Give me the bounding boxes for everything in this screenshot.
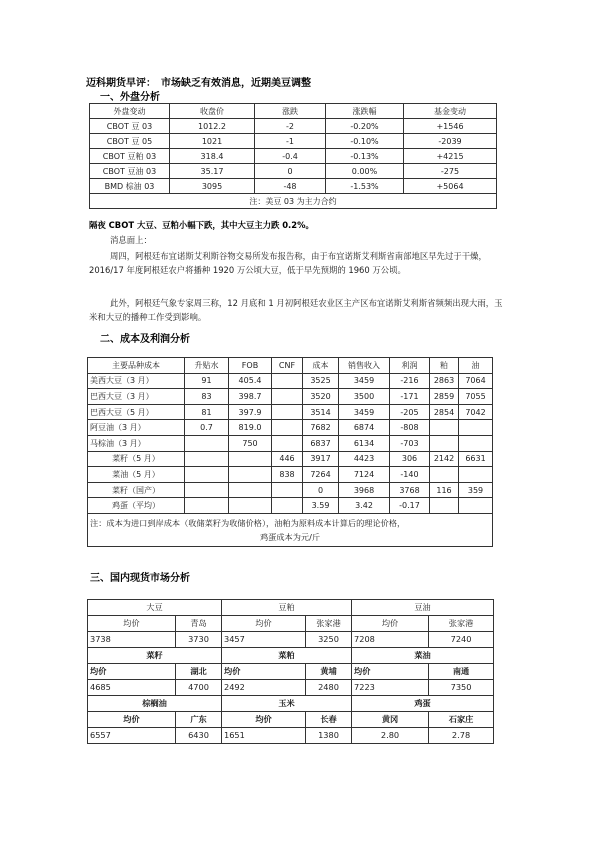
table-cell: -2 xyxy=(255,119,326,134)
table-cell: 398.7 xyxy=(229,389,272,405)
table-cell: 3095 xyxy=(170,179,255,194)
table-cell: 3525 xyxy=(303,373,339,389)
table-cell: 3459 xyxy=(339,373,390,389)
table-cell: 6874 xyxy=(339,420,390,436)
header-cell: 成本 xyxy=(303,358,339,374)
table-row xyxy=(90,134,497,149)
cost-note-line-2: 鸡蛋成本为元/斤 xyxy=(259,531,321,542)
table-cell: 35.17 xyxy=(170,164,255,179)
market-summary: 隔夜 CBOT 大豆、豆粕小幅下跌，其中大豆主力跌 0.2%。 xyxy=(89,220,314,230)
table-cell: 2142 xyxy=(430,451,459,467)
sub-header-cell: 广东 xyxy=(176,712,222,728)
table-cell: 0.00% xyxy=(326,164,404,179)
table-cell: 318.4 xyxy=(170,149,255,164)
table-cell: 菜籽（5 月） xyxy=(88,451,185,467)
sub-header-cell: 黄埔 xyxy=(306,664,352,680)
value-cell: 7223 xyxy=(352,680,429,696)
table-cell xyxy=(229,482,272,498)
table-cell: 397.9 xyxy=(229,404,272,420)
table-cell: 7064 xyxy=(459,373,493,389)
sub-header-cell: 长春 xyxy=(306,712,352,728)
sub-header-cell: 均价 xyxy=(222,712,306,728)
table-cell xyxy=(459,420,493,436)
table-cell: -0.10% xyxy=(326,134,404,149)
table-cell xyxy=(430,467,459,483)
sub-header-cell: 均价 xyxy=(88,616,176,632)
table-cell: 马棕油（3 月） xyxy=(88,435,185,451)
table-cell: 750 xyxy=(229,435,272,451)
news-heading: 消息面上： xyxy=(110,235,152,245)
table-cell: 306 xyxy=(390,451,430,467)
table-cell xyxy=(272,482,303,498)
table-cell: 2854 xyxy=(430,404,459,420)
table-header-row xyxy=(88,358,493,374)
table-row xyxy=(90,149,497,164)
value-cell: 7240 xyxy=(429,632,494,648)
table-cell xyxy=(185,467,229,483)
table-cell: 1021 xyxy=(170,134,255,149)
group-name-cell: 玉米 xyxy=(222,696,352,712)
group-name-cell: 棕榈油 xyxy=(88,696,222,712)
table-cell: 0 xyxy=(303,482,339,498)
header-cell: 销售收入 xyxy=(339,358,390,374)
table-cell: 405.4 xyxy=(229,373,272,389)
group-name-cell: 菜粕 xyxy=(222,648,352,664)
table-cell: -0.20% xyxy=(326,119,404,134)
value-cell: 7350 xyxy=(429,680,494,696)
header-cell: 基金变动 xyxy=(404,104,497,119)
header-cell: CNF xyxy=(272,358,303,374)
value-row xyxy=(88,680,494,696)
header-cell: 外盘变动 xyxy=(90,104,170,119)
table-cell: 7682 xyxy=(303,420,339,436)
value-cell: 3738 xyxy=(88,632,176,648)
value-cell: 1380 xyxy=(306,728,352,744)
section-heading-cost: 二、成本及利润分析 xyxy=(100,334,190,345)
table-cell: -808 xyxy=(390,420,430,436)
table-cell: CBOT 豆 05 xyxy=(90,134,170,149)
table-cell: +1546 xyxy=(404,119,497,134)
table-cell: -0.4 xyxy=(255,149,326,164)
table-cell: -1.53% xyxy=(326,179,404,194)
table-header-row xyxy=(90,104,497,119)
table-cell: -703 xyxy=(390,435,430,451)
table-row xyxy=(88,389,493,405)
header-cell: FOB xyxy=(229,358,272,374)
table-cell: 菜籽（国产） xyxy=(88,482,185,498)
table-cell: CBOT 豆油 03 xyxy=(90,164,170,179)
table-cell: 0 xyxy=(255,164,326,179)
table-cell xyxy=(459,435,493,451)
value-cell: 3457 xyxy=(222,632,306,648)
table-cell: 3.42 xyxy=(339,498,390,514)
table-cell xyxy=(185,498,229,514)
table-cell xyxy=(272,373,303,389)
table-cell: -48 xyxy=(255,179,326,194)
table-row xyxy=(88,420,493,436)
table-cell: 91 xyxy=(185,373,229,389)
table-cell: -216 xyxy=(390,373,430,389)
cost-note-line-1: 注：成本为进口到岸成本（收储菜籽为收储价格），油粕为原料成本计算后的理论价格， xyxy=(90,517,406,528)
sub-header-cell: 湖北 xyxy=(176,664,222,680)
sub-header-cell: 均价 xyxy=(352,664,429,680)
table-cell: +4215 xyxy=(404,149,497,164)
header-cell: 收盘价 xyxy=(170,104,255,119)
cost-profit-table xyxy=(87,357,493,547)
table-cell: 446 xyxy=(272,451,303,467)
table-row xyxy=(90,164,497,179)
table-cell xyxy=(272,389,303,405)
table-cell: 7264 xyxy=(303,467,339,483)
header-cell: 涨跌幅 xyxy=(326,104,404,119)
table-cell: 116 xyxy=(430,482,459,498)
table-cell: -205 xyxy=(390,404,430,420)
sub-header-row xyxy=(88,712,494,728)
value-cell: 2.80 xyxy=(352,728,429,744)
table-cell: -2039 xyxy=(404,134,497,149)
table-cell: 0.7 xyxy=(185,420,229,436)
table-row xyxy=(88,435,493,451)
table-cell: 7042 xyxy=(459,404,493,420)
sub-header-cell: 均价 xyxy=(222,616,306,632)
table-row xyxy=(88,451,493,467)
table-note xyxy=(88,513,493,546)
section-heading-spot: 三、国内现货市场分析 xyxy=(90,573,190,584)
table-cell: 6631 xyxy=(459,451,493,467)
table-cell xyxy=(185,482,229,498)
table-cell: 阿豆油（3 月） xyxy=(88,420,185,436)
table-cell: 3500 xyxy=(339,389,390,405)
section-heading-outer: 一、外盘分析 xyxy=(100,92,160,103)
sub-header-cell: 黄冈 xyxy=(352,712,429,728)
group-name-cell: 菜籽 xyxy=(88,648,222,664)
table-cell: -140 xyxy=(390,467,430,483)
group-name-cell: 鸡蛋 xyxy=(352,696,494,712)
table-cell: 819.0 xyxy=(229,420,272,436)
header-cell: 涨跌 xyxy=(255,104,326,119)
table-cell: 3968 xyxy=(339,482,390,498)
table-cell xyxy=(229,451,272,467)
table-cell: 7055 xyxy=(459,389,493,405)
value-cell: 7208 xyxy=(352,632,429,648)
table-cell: 菜油（5 月） xyxy=(88,467,185,483)
group-name-cell: 豆粕 xyxy=(222,600,352,616)
header-cell: 主要品种成本 xyxy=(88,358,185,374)
table-cell xyxy=(229,467,272,483)
value-cell: 2.78 xyxy=(429,728,494,744)
table-cell xyxy=(185,435,229,451)
table-note: 注：美豆 03 为主力合约 xyxy=(90,194,497,209)
table-cell: -1 xyxy=(255,134,326,149)
table-row xyxy=(88,498,493,514)
table-cell: 巴西大豆（3 月） xyxy=(88,389,185,405)
table-note-row xyxy=(90,194,497,209)
table-cell: 6837 xyxy=(303,435,339,451)
group-name-cell: 菜油 xyxy=(352,648,494,664)
table-cell: 1012.2 xyxy=(170,119,255,134)
value-row xyxy=(88,632,494,648)
table-cell: 359 xyxy=(459,482,493,498)
page-title: 迈科期货早评： 市场缺乏有效消息，近期美豆调整 xyxy=(86,78,311,89)
header-cell: 升贴水 xyxy=(185,358,229,374)
value-cell: 4685 xyxy=(88,680,176,696)
table-cell: 6134 xyxy=(339,435,390,451)
table-row xyxy=(90,119,497,134)
table-cell: -275 xyxy=(404,164,497,179)
group-name-row xyxy=(88,648,494,664)
value-cell: 2480 xyxy=(306,680,352,696)
table-cell xyxy=(185,451,229,467)
table-cell: -0.17 xyxy=(390,498,430,514)
header-cell: 利润 xyxy=(390,358,430,374)
table-cell: 4423 xyxy=(339,451,390,467)
table-cell: 3.59 xyxy=(303,498,339,514)
table-cell: 3459 xyxy=(339,404,390,420)
table-cell: 2859 xyxy=(430,389,459,405)
table-cell: +5064 xyxy=(404,179,497,194)
sub-header-cell: 石家庄 xyxy=(429,712,494,728)
table-cell: 3520 xyxy=(303,389,339,405)
value-cell: 1651 xyxy=(222,728,306,744)
table-cell xyxy=(272,435,303,451)
table-cell xyxy=(272,420,303,436)
table-cell: CBOT 豆粕 03 xyxy=(90,149,170,164)
table-cell: 2863 xyxy=(430,373,459,389)
value-cell: 6557 xyxy=(88,728,176,744)
value-cell: 6430 xyxy=(176,728,222,744)
value-cell: 3250 xyxy=(306,632,352,648)
header-cell: 油 xyxy=(459,358,493,374)
sub-header-cell: 均价 xyxy=(88,664,176,680)
table-row xyxy=(88,482,493,498)
table-cell: CBOT 豆 03 xyxy=(90,119,170,134)
table-cell: BMD 棕油 03 xyxy=(90,179,170,194)
table-cell: 83 xyxy=(185,389,229,405)
news-paragraph-1: 周四，阿根廷布宜诺斯艾利斯谷物交易所发布报告称，由于布宜诺斯艾利斯省南部地区早先过于干燥，2016/17 年度阿根廷农户将播种 1920 万公顷大豆，低于早先预期的 1960 万公顷。 xyxy=(89,251,487,275)
table-cell: 3514 xyxy=(303,404,339,420)
sub-header-cell: 均价 xyxy=(88,712,176,728)
table-cell: 3768 xyxy=(390,482,430,498)
group-name-cell: 豆油 xyxy=(352,600,494,616)
table-cell: -0.13% xyxy=(326,149,404,164)
table-row xyxy=(88,467,493,483)
sub-header-cell: 青岛 xyxy=(176,616,222,632)
value-cell: 2492 xyxy=(222,680,306,696)
group-name-cell: 大豆 xyxy=(88,600,222,616)
outer-market-table xyxy=(89,103,497,209)
group-name-row xyxy=(88,696,494,712)
sub-header-row xyxy=(88,616,494,632)
table-cell: 7124 xyxy=(339,467,390,483)
table-cell xyxy=(430,435,459,451)
value-cell: 3730 xyxy=(176,632,222,648)
value-row xyxy=(88,728,494,744)
table-cell xyxy=(430,420,459,436)
table-cell xyxy=(272,404,303,420)
table-cell xyxy=(430,498,459,514)
sub-header-cell: 张家港 xyxy=(306,616,352,632)
table-cell: 838 xyxy=(272,467,303,483)
table-cell: 鸡蛋（平均） xyxy=(88,498,185,514)
table-cell xyxy=(459,467,493,483)
spot-market-table xyxy=(87,599,494,744)
sub-header-row xyxy=(88,664,494,680)
table-cell xyxy=(459,498,493,514)
sub-header-cell: 均价 xyxy=(222,664,306,680)
news-paragraph-2: 此外，阿根廷气象专家周三称，12 月底和 1 月初阿根廷农业区主产区布宜诺斯艾利斯省频频出现大雨，玉米和大豆的播种工作受到影响。 xyxy=(89,298,503,322)
table-cell: 美西大豆（3 月） xyxy=(88,373,185,389)
sub-header-cell: 南通 xyxy=(429,664,494,680)
table-cell: -171 xyxy=(390,389,430,405)
sub-header-cell: 张家港 xyxy=(429,616,494,632)
header-cell: 粕 xyxy=(430,358,459,374)
table-cell: 3917 xyxy=(303,451,339,467)
table-cell: 81 xyxy=(185,404,229,420)
table-cell xyxy=(272,498,303,514)
sub-header-cell: 均价 xyxy=(352,616,429,632)
table-cell: 巴西大豆（5 月） xyxy=(88,404,185,420)
table-row xyxy=(88,373,493,389)
table-cell xyxy=(229,498,272,514)
table-row xyxy=(90,179,497,194)
table-note-row xyxy=(88,513,493,546)
value-cell: 4700 xyxy=(176,680,222,696)
group-name-row xyxy=(88,600,494,616)
table-row xyxy=(88,404,493,420)
